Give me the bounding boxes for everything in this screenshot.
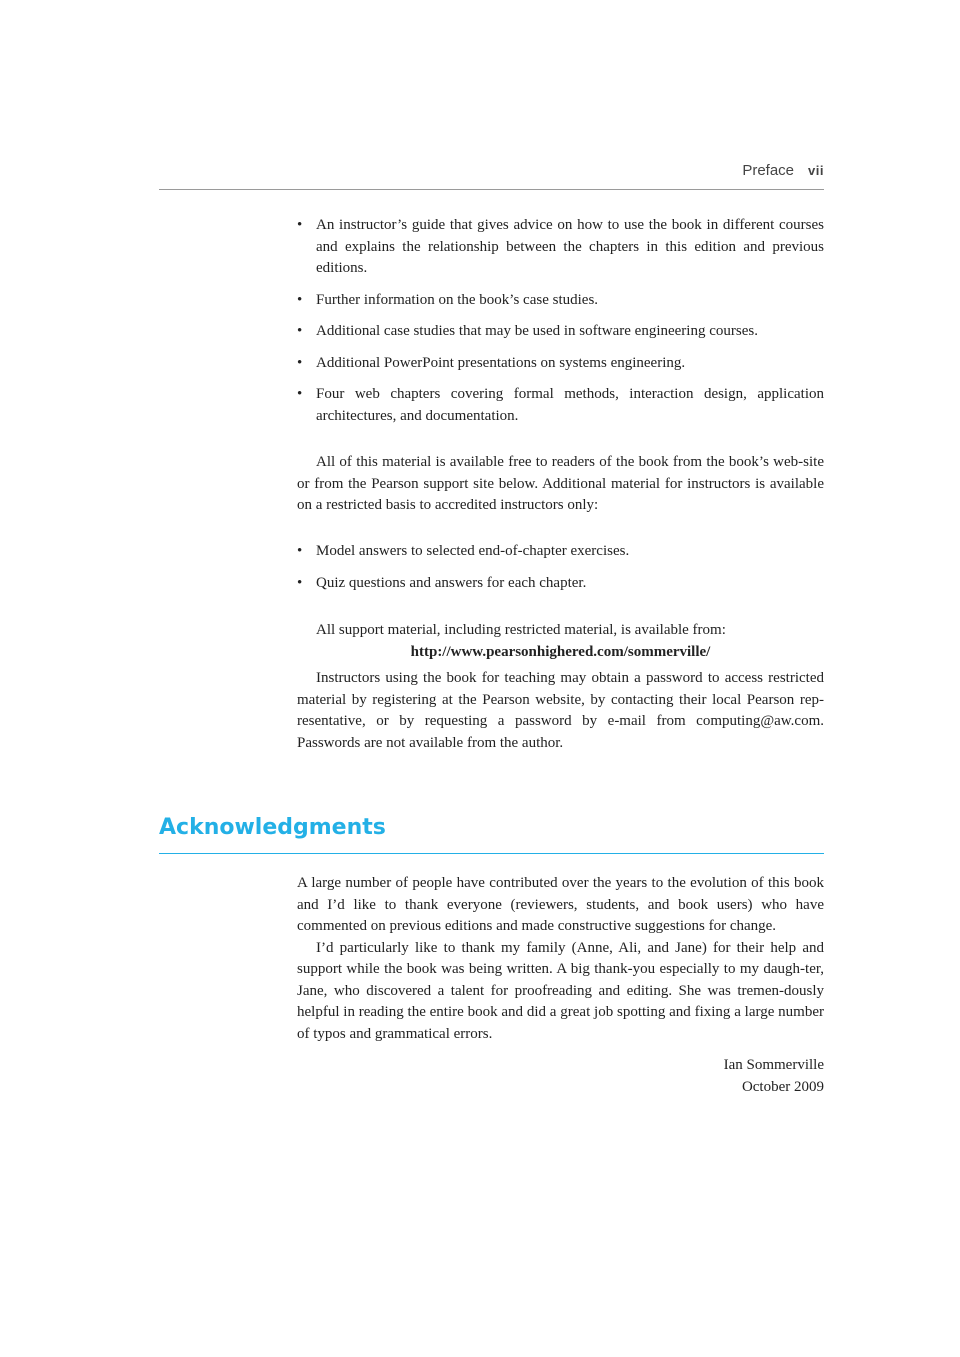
section-rule [159,853,824,854]
list-item [297,321,824,343]
restricted-list [297,541,824,604]
page-number: vii [808,163,824,178]
list-item [297,541,824,563]
bullet-icon: • [297,354,303,371]
support-section [297,620,824,754]
password-paragraph: Instructors using the book for teaching may obtain a password to access restricted material by registering at the Pearson website, by contacting their local Pearson rep-resentative, or by requesting a password by e-mail from computing@aw.com. Passwords are not available from the author. [297,670,824,751]
list-item-text: Model answers to selected end-of-chapter exercises. [316,543,630,559]
running-head [159,162,824,179]
list-item-text: Additional case studies that may be used in software engineering courses. [316,323,758,339]
acknowledgments-paragraph: I’d particularly like to thank my family (Anne, Ali, and Jane) for their help and support while the book was being written. A big thank-you especially to my daugh-ter, Jane, who discovered a talent for proofreading and editing. She was tremen-dously helpful in reading the entire book and did a great job spotting and fixing a large number of typos and grammatical errors. [297,939,824,1042]
support-intro: All support material, including restricted material, is available from: [316,622,726,638]
bullet-icon: • [297,323,303,339]
support-url: http://www.pearsonhighered.com/sommerville/ [410,643,711,660]
list-item-text: An instructor’s guide that gives advice on how to use the book in different courses and explains the relationship between the chapters in this edition and previous editions. [316,217,824,276]
bullet-icon: • [297,543,303,559]
signature-date: October 2009 [741,1078,824,1095]
list-item [297,573,824,595]
availability-paragraph: All of this material is available free to readers of the book from the book’s web-site or from the Pearson support site below. Additional material for instructors is available on a restricted basis to accredited instructors only: [297,454,824,513]
bullet-icon: • [297,217,303,233]
availability-section [297,452,824,517]
signature-name: Ian Sommerville [723,1057,824,1073]
list-item [297,290,824,312]
bullet-icon: • [297,574,303,591]
acknowledgments-body [297,873,824,1045]
acknowledgments-paragraph: A large number of people have contributed over the years to the evolution of this book and I’d like to thank everyone (reviewers, students, and book users) who have commented on previous editions and made constructive suggestions for change. [297,875,824,934]
list-item-text: Further information on the book’s case studies. [316,291,599,308]
list-item [297,353,824,375]
supplements-list [297,215,824,437]
running-head-title: Preface [742,162,795,179]
list-item [297,215,824,280]
acknowledgments-heading: Acknowledgments [159,815,386,840]
list-item [297,384,824,427]
header-rule [159,189,824,190]
bullet-icon: • [297,291,303,308]
signature [297,1055,824,1098]
bullet-icon: • [297,386,303,402]
list-item-text: Quiz questions and answers for each chapter. [316,574,587,591]
list-item-text: Additional PowerPoint presentations on systems engineering. [316,354,686,371]
list-item-text: Four web chapters covering formal methods, interaction design, application architectures, and documentation. [316,386,824,424]
